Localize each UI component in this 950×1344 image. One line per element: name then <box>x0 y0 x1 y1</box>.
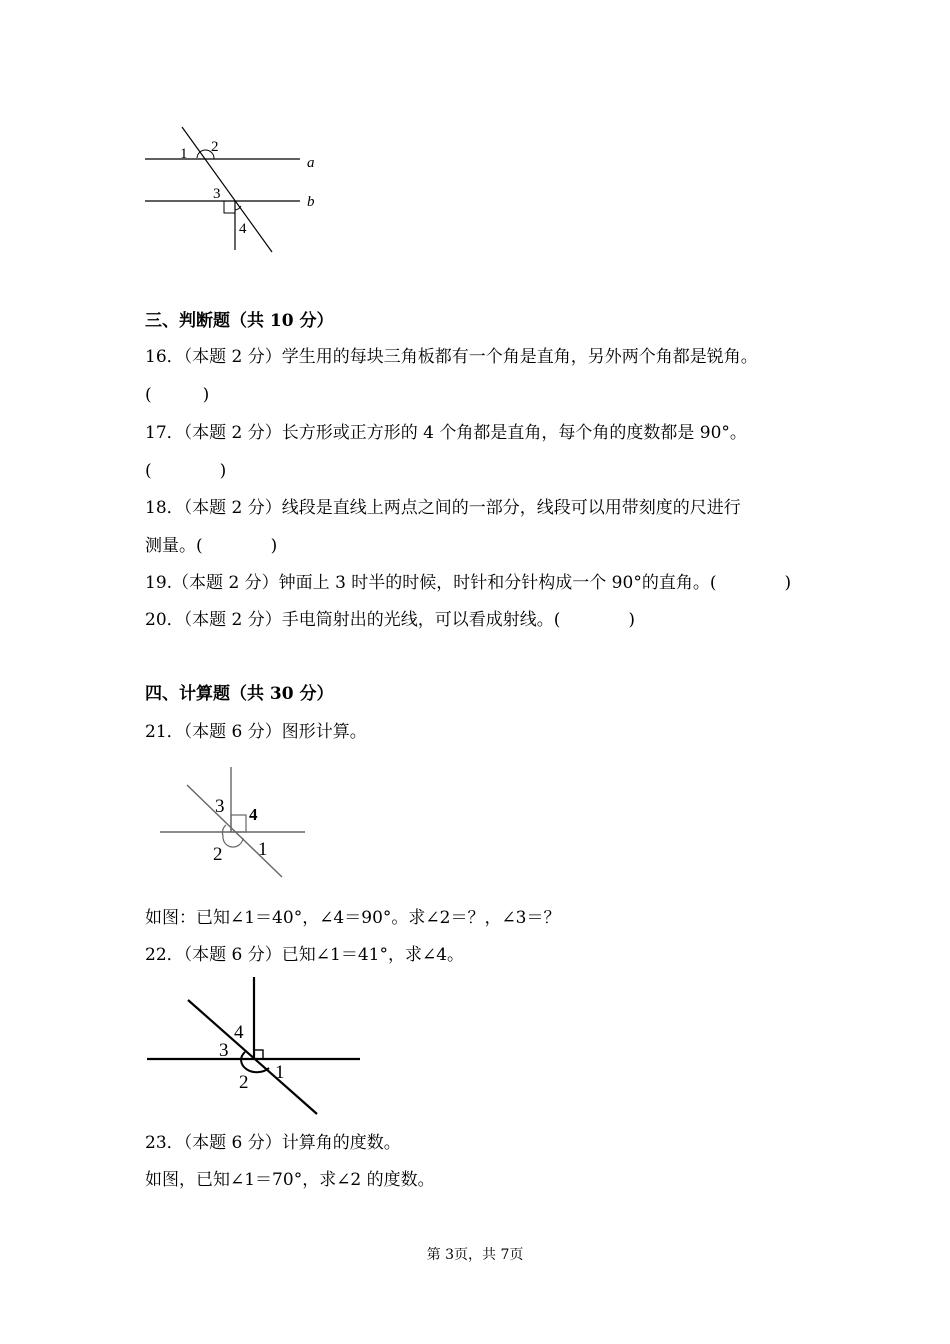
q21-diagonal-line <box>187 785 282 877</box>
q18-line2 <box>145 535 277 557</box>
label-a: a <box>307 155 315 171</box>
q16-answer-bracket[interactable]: ( ) <box>145 385 210 405</box>
q21-label-1: 1 <box>258 839 268 860</box>
q17-text: 17．（本题 2 分）长方形或正方形的 4 个角都是直角，每个角的度数都是 90°。 <box>145 423 747 443</box>
figure-q21 <box>155 765 315 880</box>
angle-arc-4 <box>235 206 241 210</box>
q23-given: 如图，已知∠1＝70°，求∠2 的度数。 <box>145 1170 435 1190</box>
q17-answer-bracket[interactable]: ( ) <box>145 461 227 481</box>
q16-text: 16．（本题 2 分）学生用的每块三角板都有一个角是直角，另外两个角都是锐角。 <box>145 347 758 367</box>
label-1: 1 <box>180 146 188 162</box>
q22-diagonal-line <box>188 1000 317 1114</box>
q22-label-3: 3 <box>219 1040 229 1061</box>
figure-parallel-lines <box>140 120 340 260</box>
figure-q21-svg <box>155 765 315 880</box>
q23-text: 23．（本题 6 分）计算角的度数。 <box>145 1133 401 1153</box>
q18-text: 18．（本题 2 分）线段是直线上两点之间的一部分，线段可以用带刻度的尺进行 <box>145 498 741 518</box>
figure-q22-svg <box>145 975 365 1120</box>
figure-q22 <box>145 975 365 1120</box>
q22-label-2: 2 <box>239 1072 249 1093</box>
q18-text2: 测量。 <box>145 536 196 556</box>
q19-answer-bracket[interactable]: ( ) <box>709 573 792 593</box>
q22-right-angle-mark <box>254 1050 263 1059</box>
label-4: 4 <box>239 221 247 237</box>
section3-heading: 三、判断题（共 10 分） <box>145 311 334 331</box>
q21-label-3: 3 <box>215 796 225 817</box>
q19-text: 19.（本题 2 分）钟面上 3 时半的时候，时针和分针构成一个 90°的直角。 <box>145 573 710 593</box>
label-3: 3 <box>213 186 221 202</box>
q18-answer-bracket[interactable]: ( ) <box>196 536 278 556</box>
q21-label-2: 2 <box>213 844 223 865</box>
q22-label-4: 4 <box>234 1022 244 1043</box>
q19-line <box>145 572 791 594</box>
q21-label-4: 4 <box>249 805 258 824</box>
q20-line <box>145 609 635 631</box>
page-footer: 第 3页，共 7页 <box>426 1247 524 1263</box>
q20-text: 20．（本题 2 分）手电筒射出的光线，可以看成射线。 <box>145 610 554 630</box>
label-2: 2 <box>211 139 219 155</box>
q21-given: 如图：已知∠1＝40°，∠4＝90°。求∠2＝？，∠3＝？ <box>145 908 561 928</box>
q22-label-1: 1 <box>275 1062 285 1083</box>
q20-answer-bracket[interactable]: ( ) <box>553 610 636 630</box>
transversal <box>182 127 272 252</box>
section4-heading: 四、计算题（共 30 分） <box>145 684 334 704</box>
q22-text: 22．（本题 6 分）已知∠1＝41°，求∠4。 <box>145 945 465 965</box>
figure-parallel-lines-svg <box>140 120 340 260</box>
label-b: b <box>307 194 315 210</box>
right-angle-mark <box>224 201 235 213</box>
q21-text: 21．（本题 6 分）图形计算。 <box>145 722 367 742</box>
